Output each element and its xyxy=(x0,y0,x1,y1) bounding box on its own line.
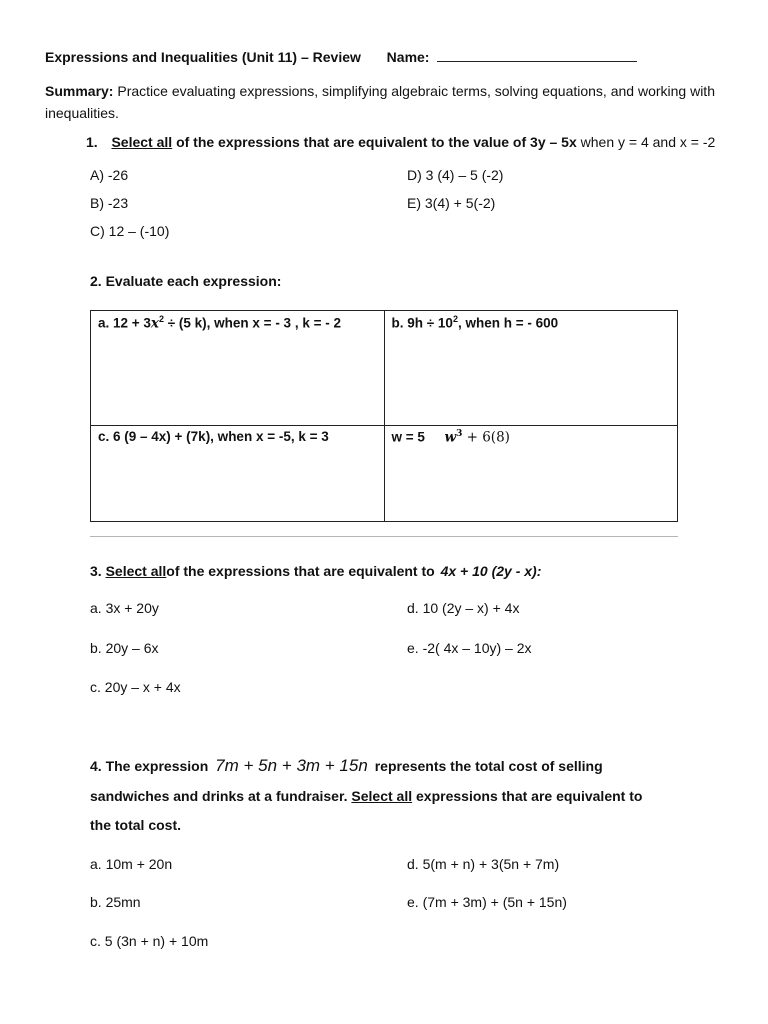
q3-text: of the expressions that are equivalent to xyxy=(166,563,435,579)
q3-option-a[interactable]: a. 3x + 20y xyxy=(90,600,159,616)
q4-option-c[interactable]: c. 5 (3n + n) + 10m xyxy=(90,933,209,949)
question-3 xyxy=(90,563,541,579)
q4-expression: 7m + 5n + 3m + 15n xyxy=(215,756,368,775)
q2-cell-a[interactable]: a. $12 + 3x^2 \div (5$ k), when x = - 3 , k = - 2 xyxy=(91,311,385,426)
question-4-line-2 xyxy=(90,788,642,804)
q3-number: 3. xyxy=(90,563,102,579)
q3-option-c[interactable]: c. 20y – x + 4x xyxy=(90,679,181,695)
q3-option-b[interactable]: b. 20y – 6x xyxy=(90,640,159,656)
question-1 xyxy=(86,134,715,150)
summary xyxy=(45,80,725,124)
q1-option-a[interactable]: A) -26 xyxy=(90,167,129,183)
q3-option-e[interactable]: e. -2( 4x – 10y) – 2x xyxy=(407,640,532,656)
q1-expression: 3y – 5x xyxy=(530,134,577,150)
name-label: Name: xyxy=(386,49,430,65)
q1-option-b[interactable]: B) -23 xyxy=(90,195,129,211)
q3-select-all: Select all xyxy=(105,563,167,579)
name-blank-line[interactable] xyxy=(437,48,637,62)
q1-text: of the expressions that are equivalent to the value of xyxy=(176,134,527,150)
section-divider xyxy=(90,536,678,537)
q4-text-1: represents the total cost of selling xyxy=(374,758,603,774)
worksheet-header xyxy=(45,48,637,65)
q4-option-b[interactable]: b. 25mn xyxy=(90,894,141,910)
q1-select-all: Select all xyxy=(111,134,173,150)
q4-select-all: Select all xyxy=(351,788,413,804)
q4-text-2b: expressions that are equivalent to xyxy=(416,788,643,804)
q4-option-a[interactable]: a. 10m + 20n xyxy=(90,856,173,872)
q1-option-d[interactable]: D) 3 (4) – 5 (-2) xyxy=(407,167,504,183)
q2-title: 2. Evaluate each expression: xyxy=(90,273,282,289)
q4-option-e[interactable]: e. (7m + 3m) + (5n + 15n) xyxy=(407,894,567,910)
q2-cell-d[interactable]: w = 5 $w^3 + 6(8)$ xyxy=(384,425,678,521)
q1-number: 1. xyxy=(86,134,98,150)
summary-label: Summary: xyxy=(45,83,114,99)
q3-expression: 4x + 10 (2y - x): xyxy=(440,563,542,579)
q4-option-d[interactable]: d. 5(m + n) + 3(5n + 7m) xyxy=(407,856,560,872)
q1-option-e[interactable]: E) 3(4) + 5(-2) xyxy=(407,195,496,211)
question-4-line-3: the total cost. xyxy=(90,817,182,833)
q2-cell-b[interactable]: b. $9h \div 10^2$, when h = - 600 xyxy=(384,311,678,426)
q2-cell-c[interactable]: c. 6 (9 – 4x) + (7k), when x = -5, k = 3 xyxy=(91,425,385,521)
question-4-line-1 xyxy=(90,756,603,776)
q1-option-c[interactable]: C) 12 – (-10) xyxy=(90,223,170,239)
worksheet-title: Expressions and Inequalities (Unit 11) – Review xyxy=(45,49,361,65)
evaluate-table xyxy=(90,310,678,522)
q4-text-2a: sandwiches and drinks at a fundraiser. xyxy=(90,788,348,804)
q4-intro: 4. The expression xyxy=(90,758,209,774)
q1-condition: when y = 4 and x = -2 xyxy=(580,134,716,150)
q3-option-d[interactable]: d. 10 (2y – x) + 4x xyxy=(407,600,520,616)
summary-text: Practice evaluating expressions, simplifying algebraic terms, solving equations, and working with inequalities. xyxy=(45,83,715,121)
